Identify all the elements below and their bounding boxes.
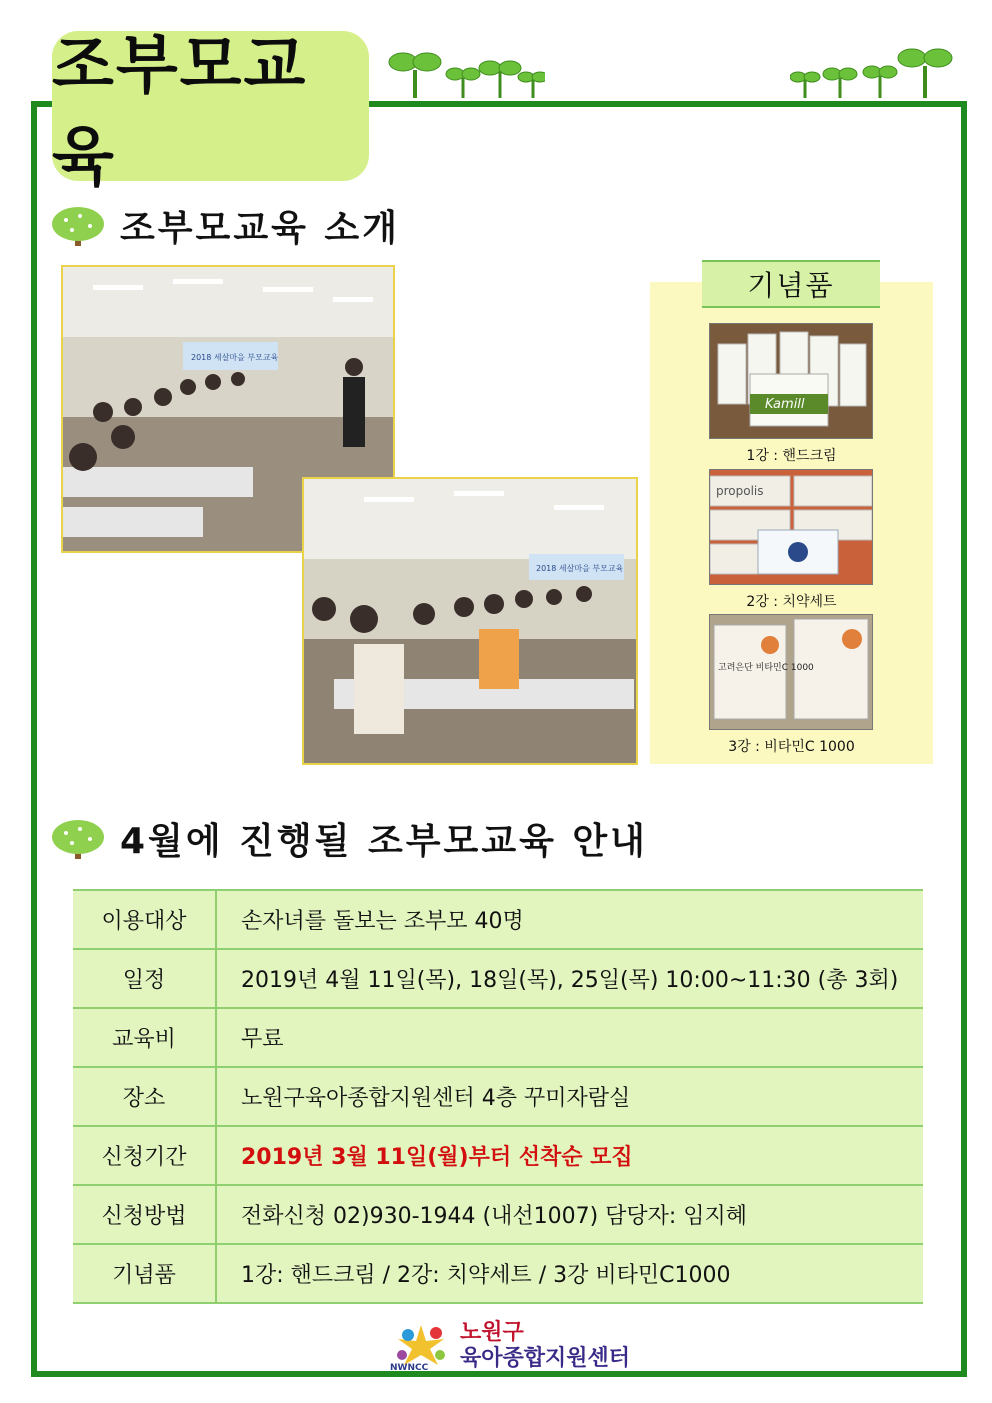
row-value: 노원구육아종합지원센터 4층 꾸미자람실 [216, 1067, 923, 1126]
center-logo-icon [388, 1321, 454, 1371]
gift-title: 기념품 [702, 260, 880, 308]
section-guide-title: 4월에 진행될 조부모교육 안내 [120, 821, 648, 862]
row-key: 신청방법 [73, 1185, 216, 1244]
page-title: 조부모교육 [52, 29, 308, 195]
row-value: 1강: 핸드크림 / 2강: 치약세트 / 3강 비타민C1000 [216, 1244, 923, 1303]
table-row [73, 1067, 923, 1126]
logo-line-1: 노원구 [460, 1320, 524, 1345]
table-row [73, 1244, 923, 1303]
row-key: 교육비 [73, 1008, 216, 1067]
logo-line-2: 육아종합지원센터 [460, 1346, 631, 1371]
gift-caption-2: 2강 : 치약세트 [746, 594, 837, 610]
row-key: 일정 [73, 949, 216, 1008]
gift-image-toothpaste [709, 469, 873, 585]
row-value: 2019년 4월 11일(목), 18일(목), 25일(목) 10:00~11:30 (총 3회) [216, 949, 923, 1008]
section-intro-title: 조부모교육 소개 [120, 208, 400, 249]
logo-abbr: NWNCC [390, 1363, 429, 1371]
gift-caption-1: 1강 : 핸드크림 [746, 448, 837, 464]
gift-brand-2: propolis [716, 484, 764, 498]
banner-text-1: 2018 세살마을 부모교육 [191, 353, 279, 362]
row-key: 신청기간 [73, 1126, 216, 1185]
gift-image-handcream [709, 323, 873, 439]
table-row [73, 1126, 923, 1185]
sprout-decoration-right [790, 40, 955, 102]
table-row [73, 1185, 923, 1244]
tree-icon [50, 817, 106, 861]
row-value-highlight: 2019년 3월 11일(월)부터 선착순 모집 [216, 1126, 923, 1185]
section-guide-header [50, 813, 648, 864]
row-value: 전화신청 02)930-1944 (내선1007) 담당자: 임지혜 [216, 1185, 923, 1244]
gift-caption-3: 3강 : 비타민C 1000 [728, 739, 855, 755]
row-key: 기념품 [73, 1244, 216, 1303]
gift-brand-1: Kamill [765, 397, 805, 412]
section-intro-header [50, 200, 400, 251]
table-row [73, 949, 923, 1008]
sprout-decoration-left [385, 40, 545, 102]
banner-text-2: 2018 세살마을 부모교육 [536, 564, 624, 573]
row-key: 장소 [73, 1067, 216, 1126]
table-row [73, 1008, 923, 1067]
gift-image-vitamin [709, 614, 873, 730]
center-logo [388, 1320, 630, 1372]
row-value: 무료 [216, 1008, 923, 1067]
table-row [73, 890, 923, 949]
page-title-box [52, 29, 369, 195]
gift-brand-3: 고려은단 비타민C 1000 [718, 663, 814, 673]
row-key: 이용대상 [73, 890, 216, 949]
class-photo-2 [302, 477, 638, 765]
row-value: 손자녀를 돌보는 조부모 40명 [216, 890, 923, 949]
info-table [73, 889, 923, 1304]
tree-icon [50, 204, 106, 248]
